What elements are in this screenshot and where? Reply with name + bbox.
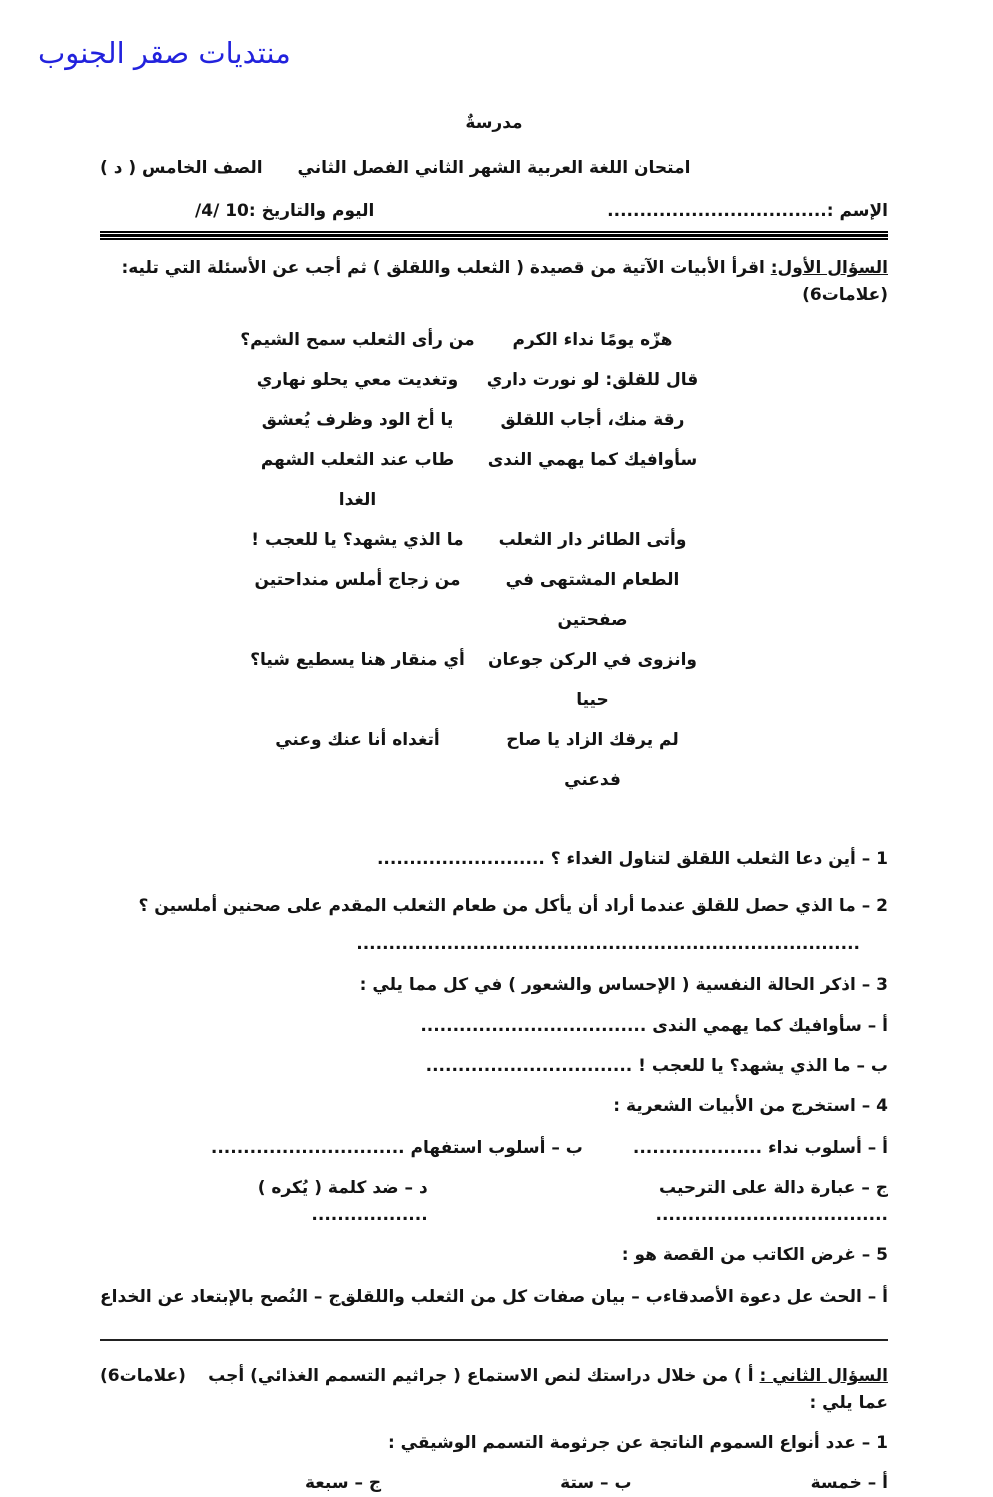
question-3: 3 – اذكر الحالة النفسية ( الإحساس والشعور ) في كل مما يلي : (359, 975, 888, 995)
hemistich-left: يا أخ الود وظرف يُعشق (261, 410, 454, 430)
poem-line (240, 520, 710, 560)
hemistich-right: هزّه يومًا نداء الكرم (512, 330, 673, 350)
exam-title: امتحان اللغة العربية الشهر الثاني الفصل الثاني (297, 158, 691, 178)
hemistich-left: وتغديت معي يحلو نهاري (256, 370, 459, 390)
question-2: 2 – ما الذي حصل للقلق عندما أراد أن يأكل من طعام الثعلب المقدم على صحنين أملسين ؟ (138, 896, 888, 916)
poem-line (240, 640, 710, 720)
question-4: 4 – استخرج من الأبيات الشعرية : (613, 1096, 888, 1116)
date-field: اليوم والتاريخ :10 /4/ (195, 201, 375, 221)
hemistich-left: من رأى الثعلب سمح الشيم؟ (240, 330, 475, 350)
poem-line (240, 560, 710, 640)
hemistich-left: من زجاج أملس منداحتين (254, 570, 461, 590)
poem-line (240, 360, 710, 400)
question-4-row-ab (100, 1135, 888, 1162)
hemistich-right: وانزوى في الركن جوعان حييا (488, 650, 697, 710)
hemistich-left: أي منقار هنا يسطيع شيا؟ (250, 650, 465, 670)
section2-q1-option-a: أ – خمسة (810, 1473, 888, 1493)
forum-watermark-logo: منتديات صقر الجنوب (38, 36, 291, 70)
header-title-row (100, 155, 888, 181)
poem-line (240, 400, 710, 440)
section2-question-1: 1 – عدد أنواع السموم الناتجة عن جرثومة التسمم الوشيقي : (387, 1433, 888, 1453)
question-5-option-c: ج – النُصح بالإبتعاد عن الخداع (100, 1287, 341, 1307)
section2-title: السؤال الثاني : (759, 1366, 888, 1386)
hemistich-left: طاب عند الثعلب الشهم الغدا (260, 450, 455, 510)
section2-q1-option-b: ب – ستة (560, 1473, 632, 1493)
hemistich-right: الطعام المشتهى في صفحتين (505, 570, 680, 630)
question-4-item-c: ج – عبارة دالة على الترحيب .................................... (655, 1178, 888, 1225)
section2-marks: (6علامات) (100, 1366, 186, 1386)
question-5-option-b: ب – بيان صفات كل من الثعلب واللقلق (340, 1287, 663, 1307)
hemistich-left: ما الذي يشهد؟ يا للعجب ! (251, 530, 464, 550)
section1-marks: (6علامات) (802, 285, 888, 305)
exam-document (100, 110, 888, 1497)
header-divider (100, 231, 888, 241)
poem-line (240, 720, 710, 800)
section2-question-1-options (305, 1470, 888, 1497)
section2-q1-option-c: ج – سبعة (305, 1473, 382, 1493)
question-5-options (100, 1284, 888, 1311)
hemistich-right: قال للقلق: لو نورت داري (486, 370, 699, 390)
question-4-item-d: د – ضد كلمة ( يُكره ) .................. (257, 1178, 428, 1225)
hemistich-right: سأوافيك كما يهمي الندى (487, 450, 698, 470)
section2-header (100, 1363, 888, 1417)
question-4-row-cd (140, 1175, 888, 1229)
hemistich-left: أتغداه أنا عنك وعني (275, 730, 440, 750)
question-4-item-a: أ – أسلوب نداء .................... (632, 1138, 888, 1158)
school-name: مدرسةٌ (465, 113, 523, 133)
section1-title: السؤال الأول: (770, 258, 888, 278)
section2-instructions: أ ) من خلال دراستك لنص الاستماع ( جراثيم التسمم الغذائي) أجب عما يلي : (208, 1366, 888, 1413)
question-5-option-a: أ – الحث عل دعوة الأصدقاء (662, 1287, 888, 1307)
hemistich-right: رقة منك، أجاب اللقلق (500, 410, 685, 430)
section1-header (100, 255, 888, 282)
hemistich-right: لم يرقك الزاد يا صاح فدعني (506, 730, 679, 790)
poem-line (240, 440, 710, 520)
hemistich-right: وأتى الطائر دار الثعلب (498, 530, 687, 550)
question-3-item-a: أ – سأوافيك كما يهمي الندى ................................... (420, 1016, 888, 1036)
question-2-answer-blank: .............................................................................. (356, 934, 860, 954)
section1-instructions: اقرأ الأبيات الآتية من قصيدة ( الثعلب واللقلق ) ثم أجب عن الأسئلة التي تليه: (121, 258, 771, 278)
question-3-item-b: ب – ما الذي يشهد؟ يا للعجب ! ................................ (425, 1056, 888, 1076)
question-1: 1 – أين دعا الثعلب اللقلق لتناول الغداء ؟ .......................... (376, 849, 888, 869)
section-divider (100, 1339, 888, 1341)
header-name-row (100, 198, 888, 224)
poem-line (240, 320, 710, 360)
question-4-item-b: ب – أسلوب استفهام .............................. (210, 1138, 583, 1158)
poem-table (240, 320, 710, 800)
section2-header-text (186, 1363, 888, 1417)
question-5: 5 – غرض الكاتب من القصة هو : (621, 1245, 888, 1265)
name-field: الإسم :.................................. (607, 201, 888, 221)
class-label: الصف الخامس ( د ) (100, 158, 263, 178)
